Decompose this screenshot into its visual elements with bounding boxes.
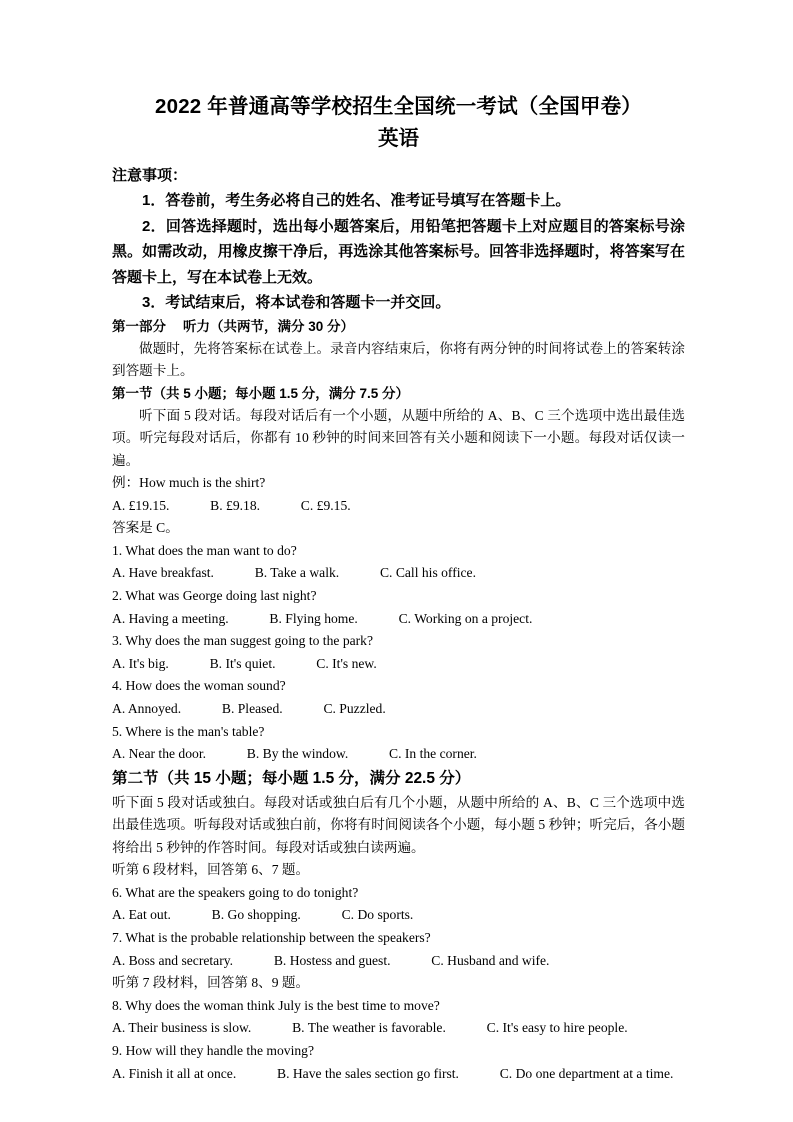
section-two-heading: 第二节（共 15 小题；每小题 1.5 分，满分 22.5 分）	[112, 769, 471, 787]
notice-item-2: 2．回答选择题时，选出每小题答案后，用铅笔把答题卡上对应题目的答案标号涂黑。如需改动，用橡皮擦干净后，再选涂其他答案标号。回答非选择题时，将答案写在答题卡上，写在本试卷上无效。	[112, 217, 685, 286]
part-one-label: 第一部分	[112, 318, 166, 334]
notice-item-1: 1．答卷前，考生务必将自己的姓名、准考证号填写在答题卡上。	[142, 192, 571, 209]
example-answer: 答案是 C。	[112, 520, 179, 536]
example-options: A. £19.15. B. £9.18. C. £9.15.	[112, 497, 351, 513]
question-6-options[interactable]: A. Eat out. B. Go shopping. C. Do sports.	[112, 907, 414, 923]
section-one-heading: 第一节（共 5 小题；每小题 1.5 分，满分 7.5 分）	[112, 385, 410, 401]
question-3-stem: 3. Why does the man suggest going to the park?	[112, 633, 374, 649]
question-2-options[interactable]: A. Having a meeting. B. Flying home. C. Working on a project.	[112, 610, 533, 626]
part-one-intro: 做题时，先将答案标在试卷上。录音内容结束后，你将有两分钟的时间将试卷上的答案转涂到答题卡上。	[112, 340, 685, 378]
question-8-options[interactable]: A. Their business is slow. B. The weather is favorable. C. It's easy to hire people.	[112, 1020, 628, 1036]
part-one-heading	[112, 316, 685, 338]
question-9-stem: 9. How will they handle the moving?	[112, 1042, 314, 1058]
material-6-note: 听第 6 段材料，回答第 6、7 题。	[112, 862, 310, 878]
question-6-stem: 6. What are the speakers going to do tonight?	[112, 884, 359, 900]
question-8-stem: 8. Why does the woman think July is the best time to move?	[112, 997, 440, 1013]
part-one-title: 听力（共两节，满分 30 分）	[183, 318, 355, 334]
question-1-stem: 1. What does the man want to do?	[112, 542, 297, 558]
question-9-options[interactable]: A. Finish it all at once. B. Have the sales section go first. C. Do one department at a time.	[112, 1065, 674, 1081]
question-7-stem: 7. What is the probable relationship between the speakers?	[112, 930, 431, 945]
notice-heading: 注意事项：	[112, 167, 188, 184]
question-2-stem: 2. What was George doing last night?	[112, 587, 317, 603]
page-content	[112, 92, 685, 1085]
question-1-options[interactable]: A. Have breakfast. B. Take a walk. C. Call his office.	[112, 565, 476, 581]
material-7-note: 听第 7 段材料，回答第 8、9 题。	[112, 975, 310, 991]
page-title: 2022 年普通高等学校招生全国统一考试（全国甲卷）	[155, 95, 642, 118]
question-4-stem: 4. How does the woman sound?	[112, 678, 286, 694]
example-stem: 例：How much is the shirt?	[112, 475, 266, 490]
question-3-options[interactable]: A. It's big. B. It's quiet. C. It's new.	[112, 655, 377, 671]
section-two-intro: 听下面 5 段对话或独白。每段对话或独白后有几个小题，从题中所给的 A、B、C 三个选项中选出最佳选项。听每段对话或独白前，你将有时间阅读各个小题，每小题 5 秒钟；听完后，各小题将给出 5 秒钟的作答时间。每段对话或独白读两遍。	[112, 794, 685, 855]
section-one-intro: 听下面 5 段对话。每段对话后有一个小题，从题中所给的 A、B、C 三个选项中选出最佳选项。听完每段对话后，你都有 10 秒钟的时间来回答有关小题和阅读下一小题。每段对话仅读一遍。	[112, 407, 685, 468]
question-5-options[interactable]: A. Near the door. B. By the window. C. In the corner.	[112, 746, 477, 762]
question-4-options[interactable]: A. Annoyed. B. Pleased. C. Puzzled.	[112, 700, 386, 716]
question-5-stem: 5. Where is the man's table?	[112, 723, 265, 739]
notice-item-3: 3．考试结束后，将本试卷和答题卡一并交回。	[142, 294, 451, 311]
question-7-options[interactable]: A. Boss and secretary. B. Hostess and guest. C. Husband and wife.	[112, 952, 550, 968]
page-subtitle: 英语	[378, 127, 419, 150]
